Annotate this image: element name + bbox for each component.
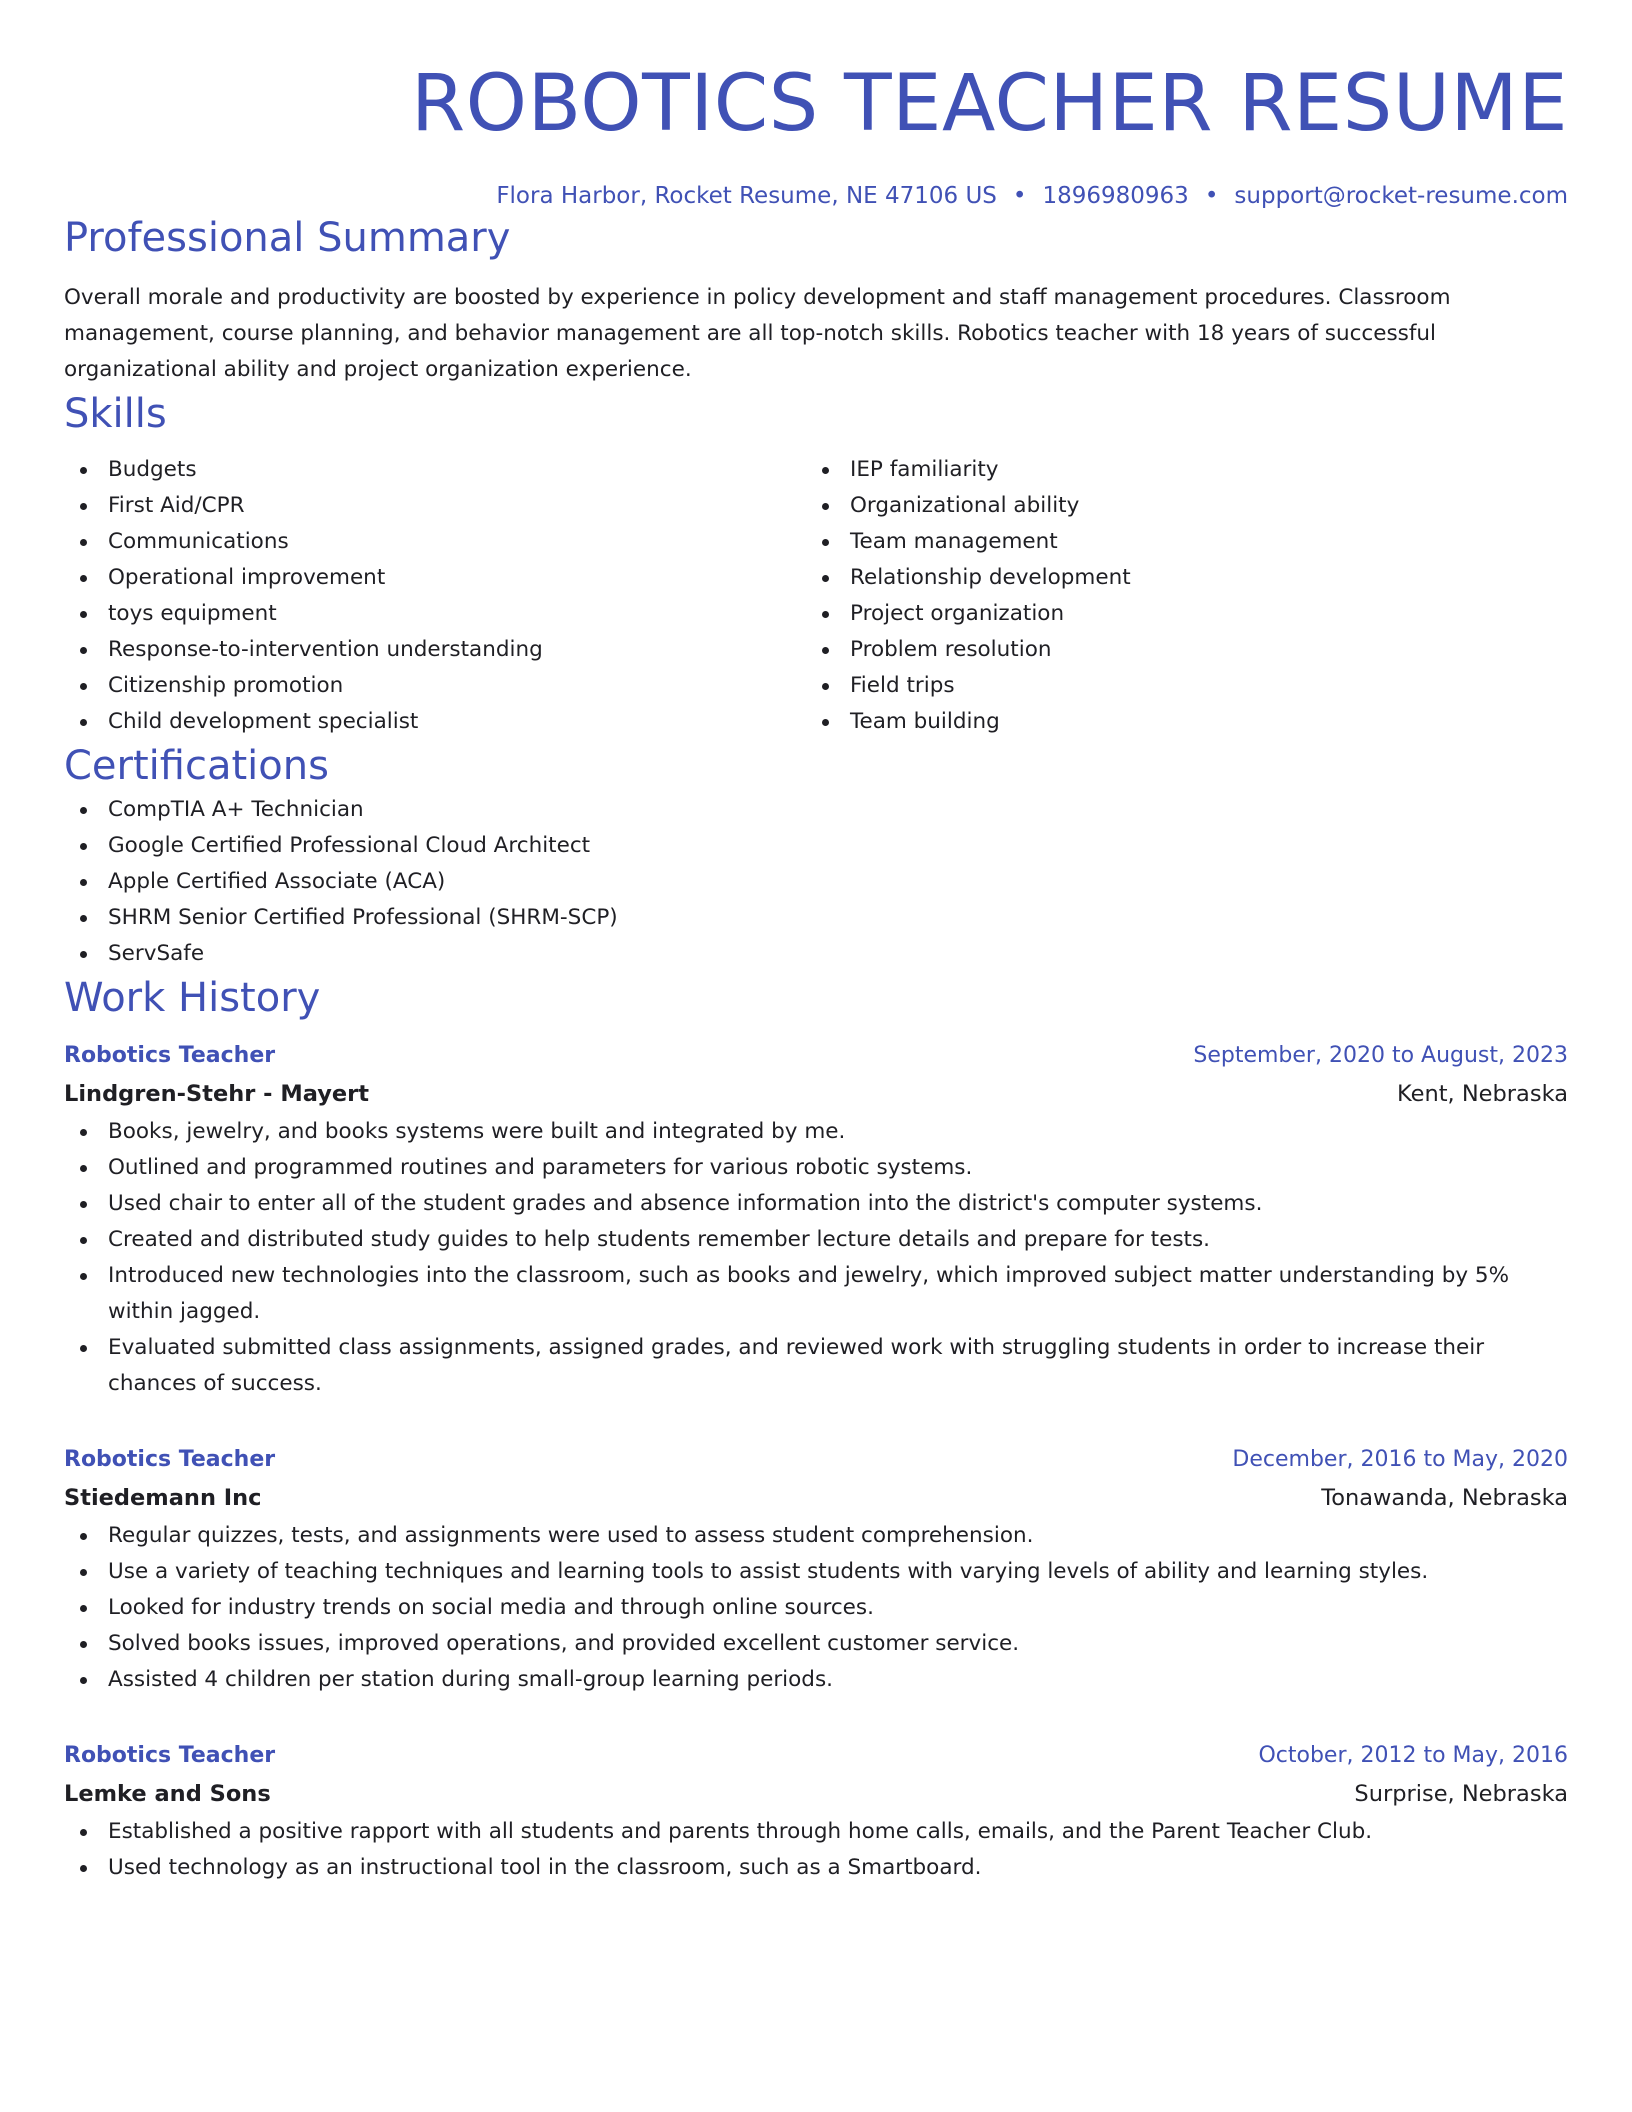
job-duty-item: Use a variety of teaching techniques and learning tools to assist students with varying levels of ability and learning styles.: [64, 1554, 1568, 1590]
skill-item: Team building: [806, 704, 1548, 740]
job-dates: September, 2020 to August, 2023: [1193, 1043, 1568, 1068]
job-title: Robotics Teacher: [64, 1447, 276, 1472]
certification-item: Apple Certified Associate (ACA): [64, 864, 1568, 900]
skill-item: toys equipment: [64, 596, 806, 632]
job-duty-item: Used technology as an instructional tool in the classroom, such as a Smartboard.: [64, 1850, 1568, 1886]
job-duty-item: Regular quizzes, tests, and assignments were used to assess student comprehension.: [64, 1518, 1568, 1554]
skill-item: Citizenship promotion: [64, 668, 806, 704]
contact-phone: 1896980963: [1042, 183, 1189, 209]
certification-item: Google Certified Professional Cloud Architect: [64, 828, 1568, 864]
skills-column-left: [64, 452, 806, 740]
skills-column-right: [806, 452, 1548, 740]
job-company-row: [64, 1074, 1568, 1114]
job-title: Robotics Teacher: [64, 1743, 276, 1768]
job-header-row: [64, 1442, 1568, 1478]
summary-text: Overall morale and productivity are boosted by experience in policy development and staff management procedures. Classroom management, course planning, and behavior management are all top-notch skills. Robotics teacher with 18 years of successful organizational ability and project organization experience.: [64, 285, 1451, 382]
skill-item: Budgets: [64, 452, 806, 488]
skill-item: Communications: [64, 524, 806, 560]
job-duty-item: Looked for industry trends on social media and through online sources.: [64, 1590, 1568, 1626]
skill-item: Operational improvement: [64, 560, 806, 596]
job-company: Lemke and Sons: [64, 1781, 271, 1807]
skills-heading: Skills: [64, 391, 167, 437]
job-dates: December, 2016 to May, 2020: [1232, 1447, 1568, 1472]
contact-separator: •: [1012, 183, 1027, 209]
job-duty-item: Used chair to enter all of the student grades and absence information into the district's computer systems.: [64, 1186, 1568, 1222]
certifications-list: [64, 792, 1568, 972]
job-duty-item: Evaluated submitted class assignments, assigned grades, and reviewed work with struggling students in order to increase their chances of success.: [64, 1330, 1568, 1402]
job-duties-list: [64, 1814, 1568, 1886]
resume-page: [64, 0, 1568, 1886]
job-entry: [64, 1442, 1568, 1698]
certifications-heading: Certifications: [64, 743, 329, 789]
job-location: Kent, Nebraska: [1396, 1081, 1568, 1107]
work-history-heading: Work History: [64, 975, 321, 1021]
contact-line: [64, 180, 1568, 212]
job-entry: [64, 1738, 1568, 1886]
contact-separator: •: [1204, 183, 1219, 209]
job-company-row: [64, 1478, 1568, 1518]
skill-item: Relationship development: [806, 560, 1548, 596]
skill-item: First Aid/CPR: [64, 488, 806, 524]
skill-item: Field trips: [806, 668, 1548, 704]
skill-item: IEP familiarity: [806, 452, 1548, 488]
skill-item: Response-to-intervention understanding: [64, 632, 806, 668]
certification-item: ServSafe: [64, 936, 1568, 972]
contact-email: support@rocket-resume.com: [1234, 183, 1568, 209]
job-duty-item: Outlined and programmed routines and parameters for various robotic systems.: [64, 1150, 1568, 1186]
skill-item: Team management: [806, 524, 1548, 560]
job-company-row: [64, 1774, 1568, 1814]
job-location: Tonawanda, Nebraska: [1321, 1485, 1568, 1511]
job-header-row: [64, 1738, 1568, 1774]
job-company: Stiedemann Inc: [64, 1485, 262, 1511]
certification-item: CompTIA A+ Technician: [64, 792, 1568, 828]
skill-item: Organizational ability: [806, 488, 1548, 524]
job-duty-item: Introduced new technologies into the classroom, such as books and jewelry, which improved subject matter understanding by 5% within jagged.: [64, 1258, 1568, 1330]
skill-item: Problem resolution: [806, 632, 1548, 668]
job-duty-item: Established a positive rapport with all students and parents through home calls, emails, and the Parent Teacher Club.: [64, 1814, 1568, 1850]
certification-item: SHRM Senior Certified Professional (SHRM-SCP): [64, 900, 1568, 936]
job-entry: [64, 1038, 1568, 1402]
skill-item: Project organization: [806, 596, 1548, 632]
skills-list-right: [806, 452, 1548, 740]
job-company: Lindgren-Stehr - Mayert: [64, 1081, 369, 1107]
contact-address: Flora Harbor, Rocket Resume, NE 47106 US: [496, 183, 997, 209]
job-title: Robotics Teacher: [64, 1043, 276, 1068]
job-duty-item: Solved books issues, improved operations, and provided excellent customer service.: [64, 1626, 1568, 1662]
skills-grid: [64, 452, 1568, 740]
skill-item: Child development specialist: [64, 704, 806, 740]
job-duties-list: [64, 1518, 1568, 1698]
skills-list-left: [64, 452, 806, 740]
job-duty-item: Created and distributed study guides to help students remember lecture details and prepare for tests.: [64, 1222, 1568, 1258]
job-location: Surprise, Nebraska: [1354, 1781, 1568, 1807]
resume-title: ROBOTICS TEACHER RESUME: [410, 59, 1568, 149]
summary-heading: Professional Summary: [64, 215, 511, 261]
job-duty-item: Books, jewelry, and books systems were built and integrated by me.: [64, 1114, 1568, 1150]
job-dates: October, 2012 to May, 2016: [1258, 1743, 1568, 1768]
job-header-row: [64, 1038, 1568, 1074]
job-duty-item: Assisted 4 children per station during small-group learning periods.: [64, 1662, 1568, 1698]
job-duties-list: [64, 1114, 1568, 1402]
